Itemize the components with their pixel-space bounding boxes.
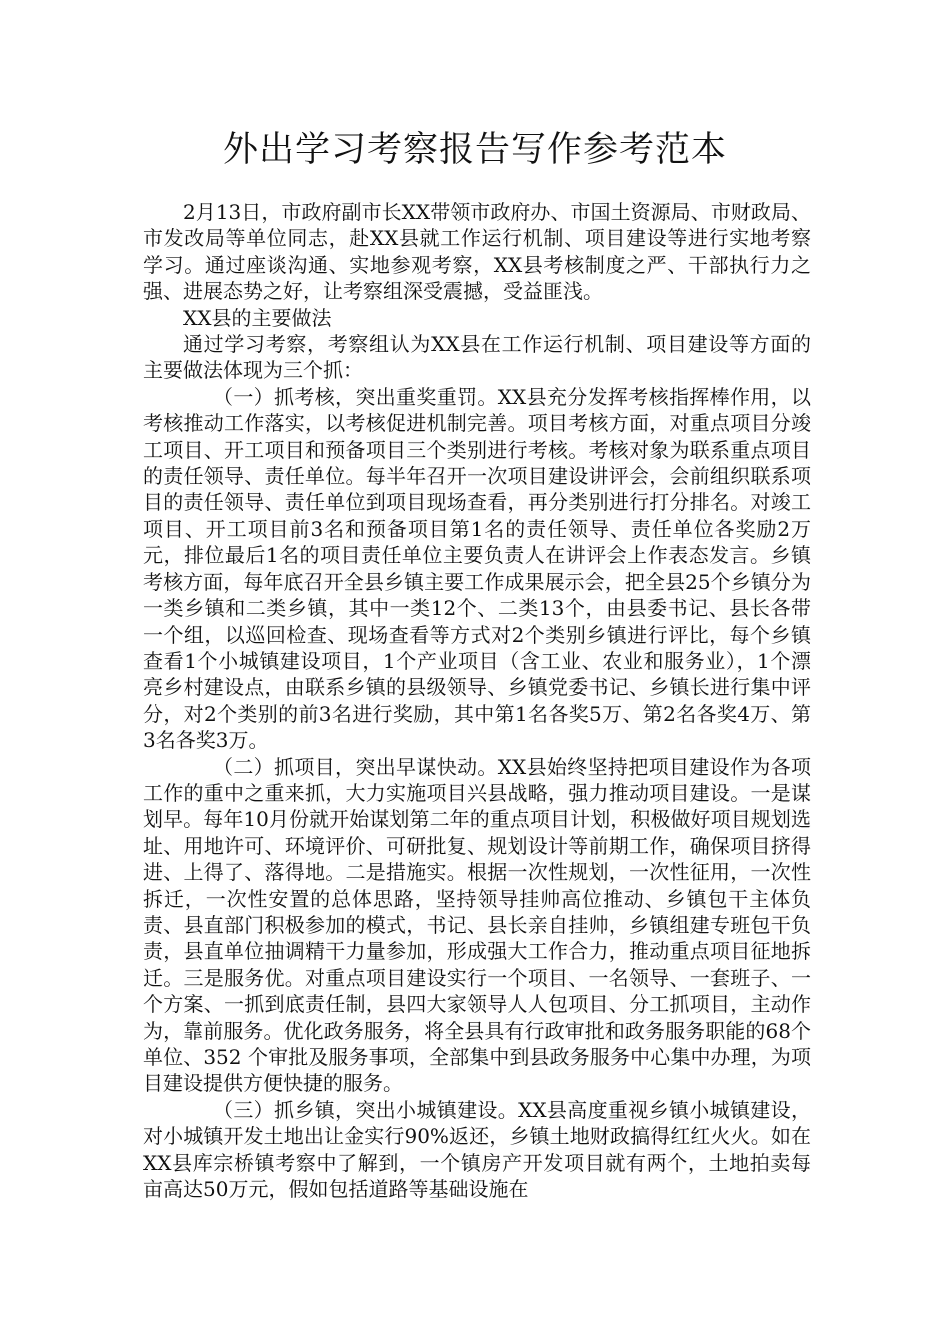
paragraph-point-3: （三）抓乡镇，突出小城镇建设。XX县高度重视乡镇小城镇建设，对小城镇开发土地出让金实行90%返还，乡镇土地财政搞得红红火火。如在XX县库宗桥镇考察中了解到，一个镇房产开发项目就有两个，土地拍卖每亩高达50万元，假如包括道路等基础设施在 [143,1097,811,1202]
paragraph-intro: 2月13日，市政府副市长XX带领市政府办、市国土资源局、市财政局、市发改局等单位同志，赴XX县就工作运行机制、项目建设等进行实地考察学习。通过座谈沟通、实地参观考察，XX县考核制度之严、干部执行力之强、进展态势之好，让考察组深受震撼，受益匪浅。 [143,200,811,304]
section-heading: XX县的主要做法 [183,305,332,330]
document-title: 外出学习考察报告写作参考范本 [222,130,727,170]
document-body [143,199,811,1202]
paragraph-point-2: （二）抓项目，突出早谋快动。XX县始终坚持把项目建设作为各项工作的重中之重来抓，大力实施项目兴县战略，强力推动项目建设。一是谋划早。每年10月份就开始谋划第二年的重点项目计划，积极做好项目规划选址、用地许可、环境评价、可研批复、规划设计等前期工作，确保项目挤得进、上得了、落得地。二是措施实。根据一次性规划，一次性征用，一次性拆迁，一次性安置的总体思路，坚持领导挂帅高位推动、乡镇包干主体负责、县直部门积极参加的模式，书记、县长亲自挂帅，乡镇组建专班包干负责，县直单位抽调精干力量参加，形成强大工作合力，推动重点项目征地拆迁。三是服务优。对重点项目建设实行一个项目、一名领导、一套班子、一个方案、一抓到底责任制，县四大家领导人人包项目、分工抓项目，主动作为，靠前服务。优化政务服务，将全县具有行政审批和政务服务职能的68个单位、352 个审批及服务事项，全部集中到县政务服务中心集中办理，为项目建设提供方便快捷的服务。 [143,754,811,1096]
paragraph-summary: 通过学习考察，考察组认为XX县在工作运行机制、项目建设等方面的主要做法体现为三个抓： [143,332,811,383]
paragraph-point-1: （一）抓考核，突出重奖重罚。XX县充分发挥考核指挥棒作用，以考核推动工作落实，以考核促进机制完善。项目考核方面，对重点项目分竣工项目、开工项目和预备项目三个类别进行考核。考核对象为联系重点项目的责任领导、责任单位。每半年召开一次项目建设讲评会，会前组织联系项目的责任领导、责任单位到项目现场查看，再分类别进行打分排名。对竣工项目、开工项目前3名和预备项目第1名的责任领导、责任单位各奖励2万元，排位最后1名的项目责任单位主要负责人在讲评会上作表态发言。乡镇考核方面，每年底召开全县乡镇主要工作成果展示会，把全县25个乡镇分为一类乡镇和二类乡镇，其中一类12个、二类13个，由县委书记、县长各带一个组，以巡回检查、现场查看等方式对2个类别乡镇进行评比，每个乡镇查看1个小城镇建设项目，1个产业项目（含工业、农业和服务业），1个漂亮乡村建设点，由联系乡镇的县级领导、乡镇党委书记、乡镇长进行集中评分，对2个类别的前3名进行奖励，其中第1名各奖5万、第2名各奖4万、第3名各奖3万。 [143,384,811,753]
